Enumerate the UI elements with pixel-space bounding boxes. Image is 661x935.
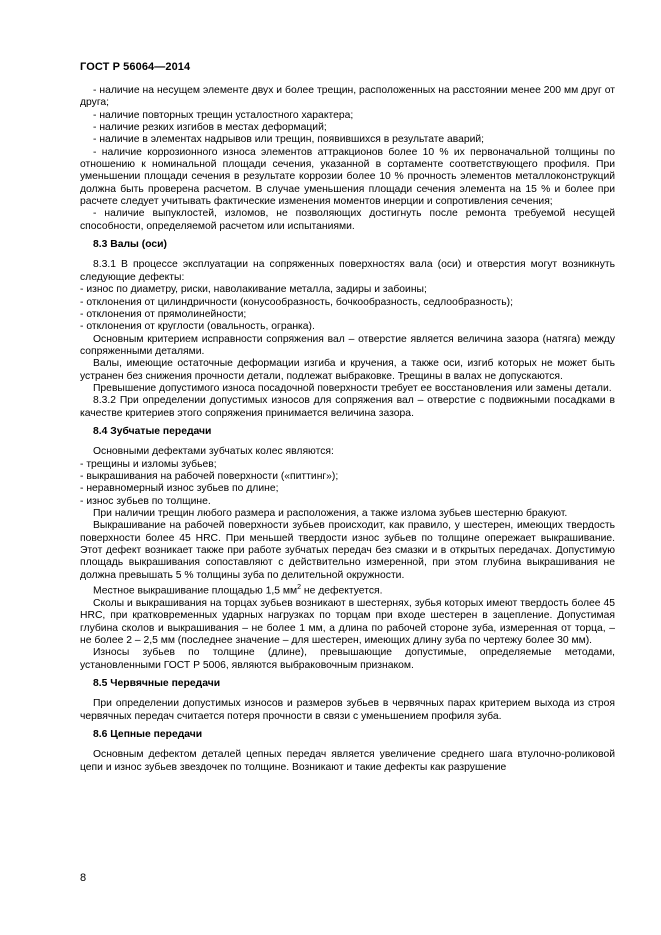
paragraph: - наличие выпуклостей, изломов, не позволяющих достигнуть после ремонта требуемой несущей способности, определяемой расчетом или испытаниями. xyxy=(80,208,615,232)
paragraph: Выкрашивание на рабочей поверхности зубьев происходит, как правило, у шестерен, имеющих твердость поверхности более 45 HRC. При меньшей твердости износ зубьев по толщине опережает выкрашивание. Этот дефект возникает также при работе зубчатых передач без смазки и в открытых передачах. Допустимую площадь выкрашивания сопоставляют с действительно измеренной, при этом глубина выкрашивания не должна превышать 5 % толщины зуба по делительной окружности. xyxy=(80,520,615,581)
page-number: 8 xyxy=(80,872,87,884)
paragraph: - наличие в элементах надрывов или трещин, появившихся в результате аварий; xyxy=(93,134,485,146)
section-heading-8-4: 8.4 Зубчатые передачи xyxy=(93,425,212,437)
paragraph: - наличие резких изгибов в местах деформаций; xyxy=(93,122,327,134)
paragraph: Сколы и выкрашивания на торцах зубьев возникают в шестернях, зубья которых имеют твердость более 45 HRC, при кратковременных ударных нагрузках по торцам при входе шестерен в зацепление. Допустимая глубина сколов и выкрашивания – не более 1 мм, а длина по рабочей стороне зуба, измеренная от торца, – не более 2 – 2,5 мм (последнее значение – для шестерен, имеющих длину зуба по чертежу более 30 мм). xyxy=(80,597,615,646)
paragraph: - наличие коррозионного износа элементов аттракционов более 10 % их первоначальной толщины по отношению к номинальной площади сечения, указанной в сортаменте соответствующего профиля. При уменьшении площади сечения в результате коррозии более 10 % прочность элементов металлоконструкций должна быть проверена расчетом. В случае уменьшения площади сечения элемента на 15 % и более при расчете следует учитывать фактические изменения моментов инерции и сопротивления сечения; xyxy=(80,146,615,208)
page-body xyxy=(80,85,615,774)
paragraph: При определении допустимых износов и размеров зубьев в червячных парах критерием выхода из строя червячных передач считается потеря прочности в связи с уменьшением профиля зуба. xyxy=(80,698,615,722)
paragraph: - наличие на несущем элементе двух и более трещин, расположенных на расстоянии менее 200 мм друг от друга; xyxy=(80,85,615,109)
list-item: - трещины и изломы зубьев; xyxy=(80,458,217,470)
paragraph: Износы зубьев по толщине (длине), превышающие допустимые, определяемые методами, установленными ГОСТ Р 5006, являются выбраковочным признаком. xyxy=(80,647,615,671)
superscript-exponent: 2 xyxy=(297,584,301,592)
text-run: не дефектуется. xyxy=(300,585,383,597)
paragraph: Основным критерием исправности сопряжения вал – отверстие является величина зазора (натяга) между сопряженными деталями. xyxy=(80,333,615,357)
list-item: - отклонения от прямолинейности; xyxy=(80,308,247,320)
list-item: - износ зубьев по толщине. xyxy=(80,495,211,507)
list-item: - отклонения от цилиндричности (конусообразность, бочкообразность, седлообразность); xyxy=(80,296,513,308)
paragraph xyxy=(80,582,615,598)
paragraph: Основными дефектами зубчатых колес являются: xyxy=(93,446,334,458)
text-run: Местное выкрашивание площадью 1,5 мм xyxy=(93,585,298,597)
paragraph: 8.3.1 В процессе эксплуатации на сопряженных поверхностях вала (оси) и отверстия могут возникнуть следующие дефекты: xyxy=(80,259,615,283)
paragraph: - наличие повторных трещин усталостного характера; xyxy=(93,109,354,121)
list-item: - отклонения от круглости (овальность, огранка). xyxy=(80,321,315,333)
standard-header: ГОСТ Р 56064—2014 xyxy=(80,61,191,73)
section-heading-8-3: 8.3 Валы (оси) xyxy=(93,239,167,251)
section-heading-8-6: 8.6 Цепные передачи xyxy=(93,728,203,740)
paragraph: 8.3.2 При определении допустимых износов для сопряжения вал – отверстие с подвижными посадками в качестве критериев этого сопряжения принимается величина зазора. xyxy=(80,395,615,419)
paragraph: Основным дефектом деталей цепных передач является увеличение среднего шага втулочно-роликовой цепи и износ зубьев звездочек по толщине. Возникают и такие дефекты как разрушение xyxy=(80,749,615,773)
section-heading-8-5: 8.5 Червячные передачи xyxy=(93,677,221,689)
list-item: - износ по диаметру, риски, наволакивание металла, задиры и забоины; xyxy=(80,284,427,296)
list-item: - выкрашивания на рабочей поверхности («питтинг»); xyxy=(80,470,339,482)
paragraph: При наличии трещин любого размера и расположения, а также излома зубьев шестерню бракуют. xyxy=(93,508,568,519)
list-item: - неравномерный износ зубьев по длине; xyxy=(80,483,279,495)
paragraph: Валы, имеющие остаточные деформации изгиба и кручения, а также оси, изгиб которых не может быть устранен без снижения прочности детали, подлежат выбраковке. Трещины в валах не допускаются. xyxy=(80,358,615,382)
paragraph: Превышение допустимого износа посадочной поверхности требует ее восстановления или замены детали. xyxy=(93,382,612,394)
